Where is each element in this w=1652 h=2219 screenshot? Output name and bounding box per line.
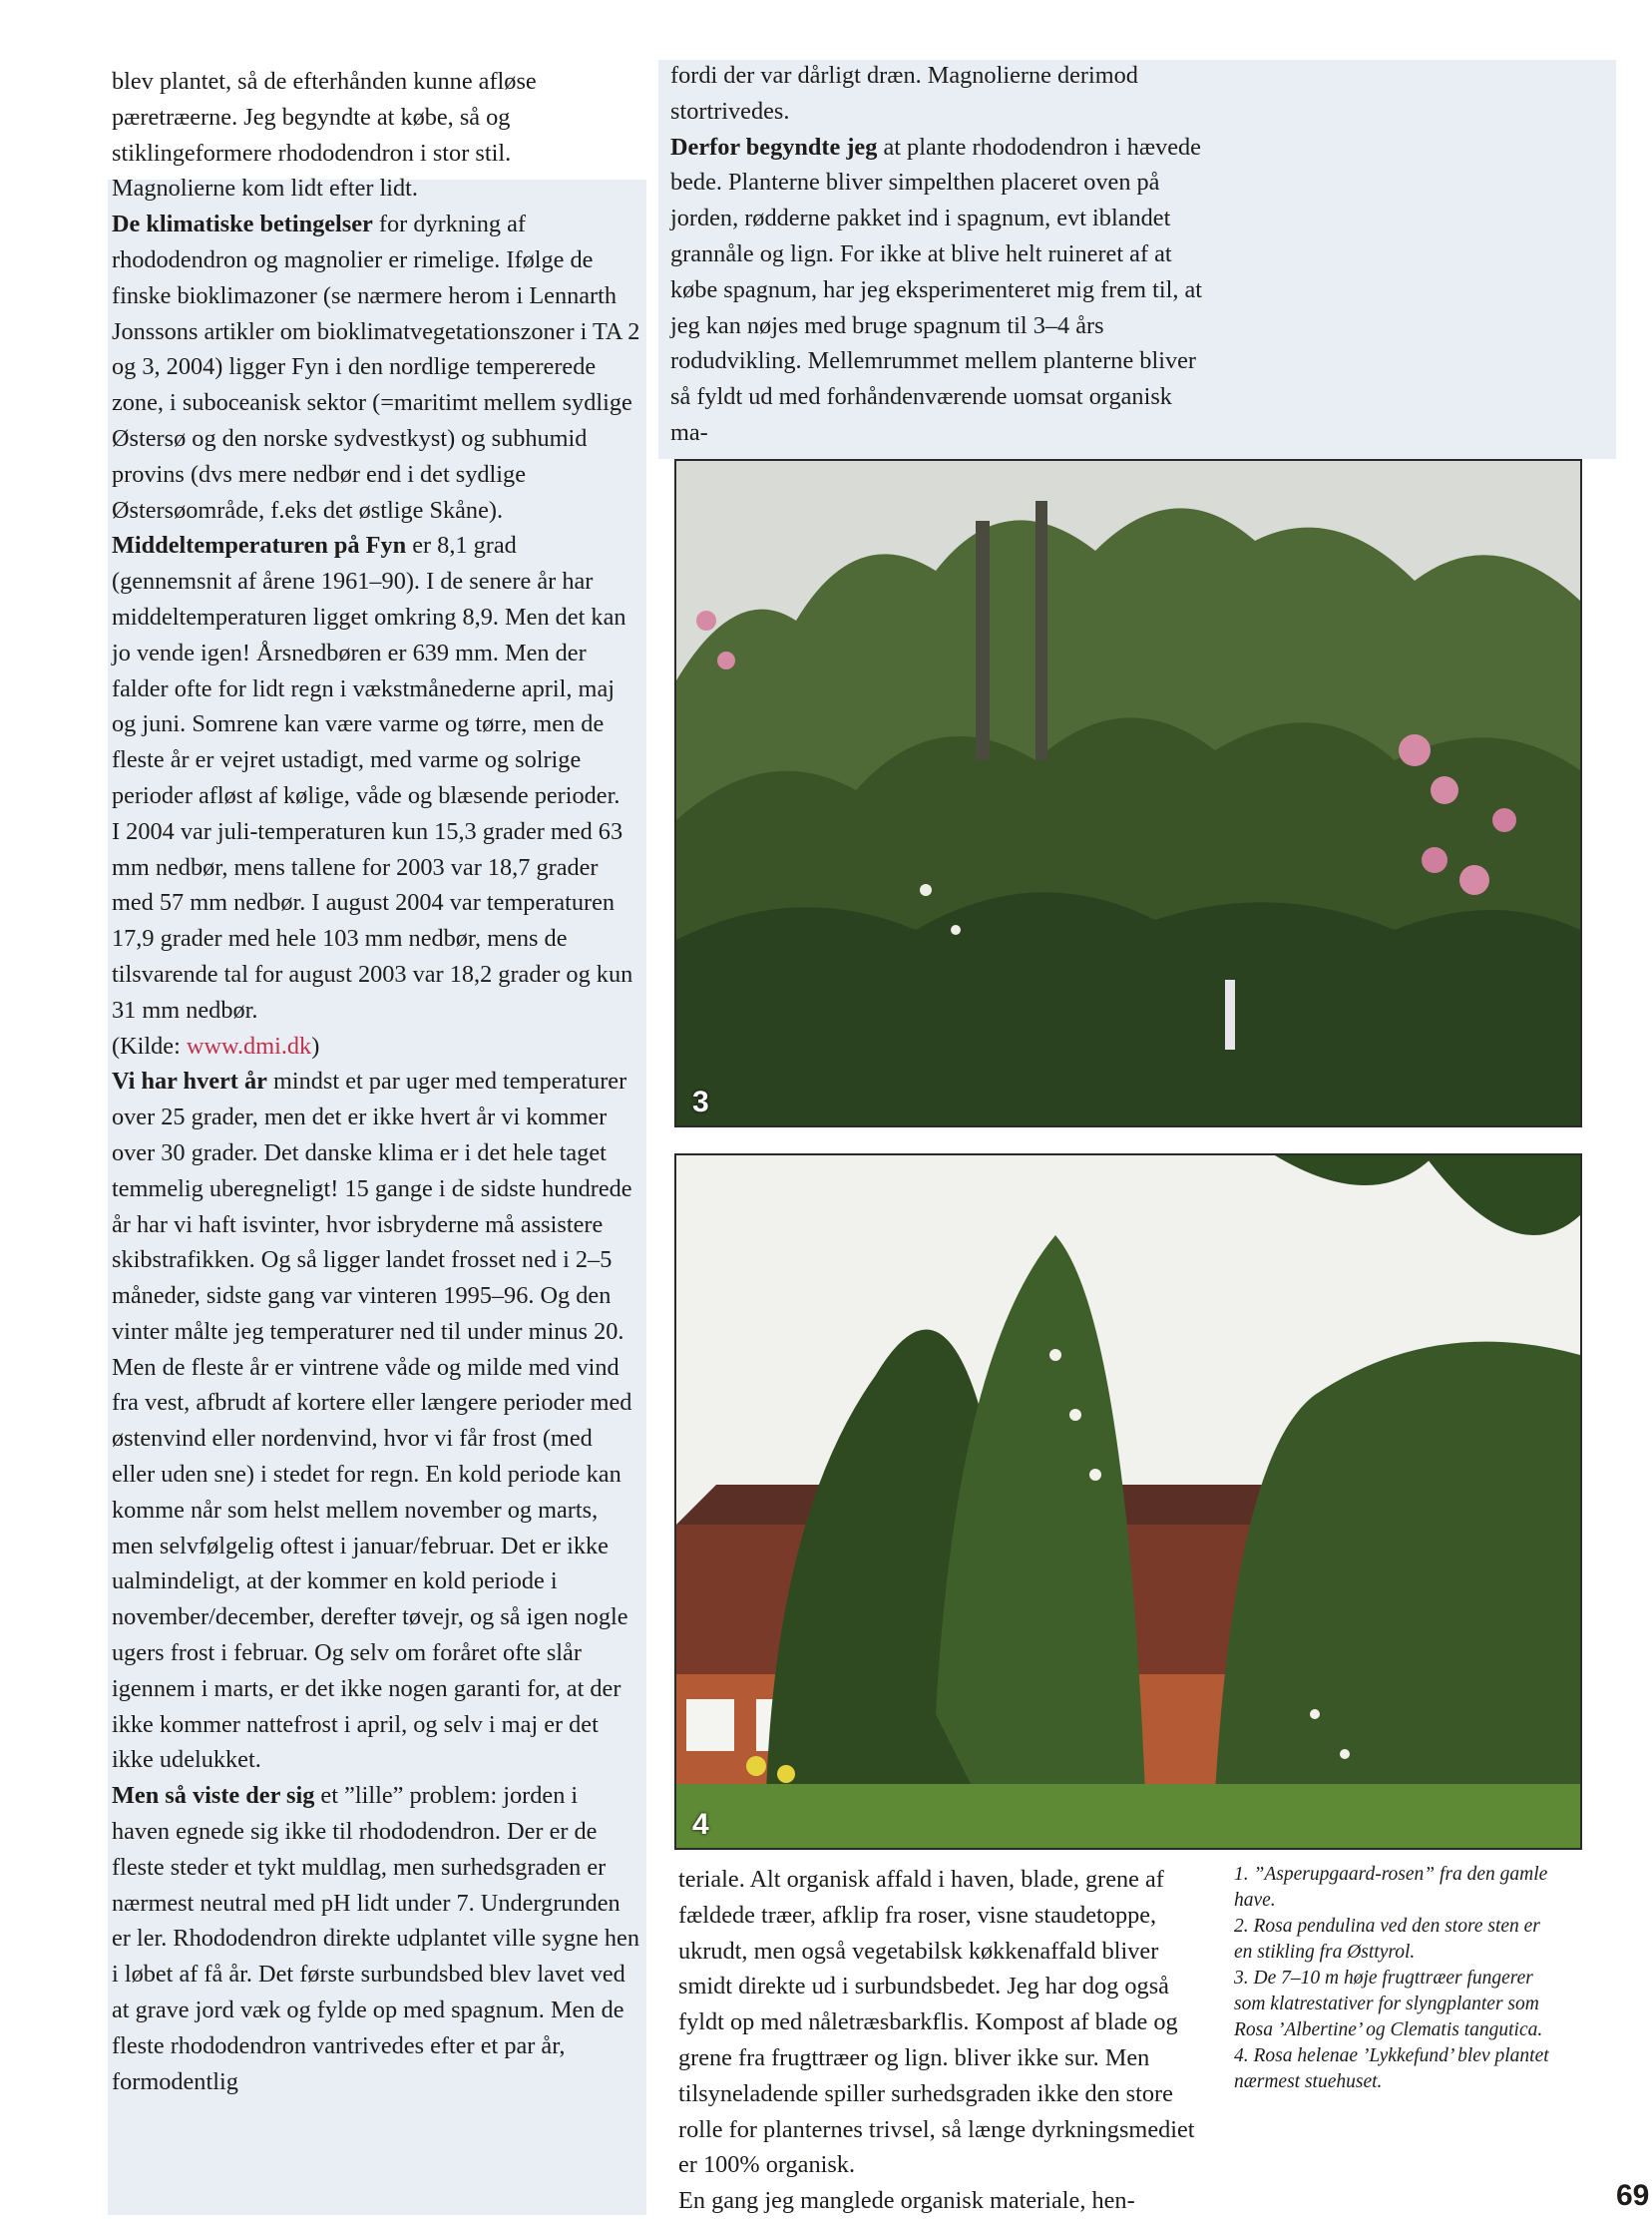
caption: 3. De 7–10 m høje frugttræer fungerer som klatrestativer for slyngplanter som Rosa ’Albertine’ og Clematis tangutica. (1234, 1968, 1543, 2040)
paragraph: teriale. Alt organisk affald i haven, blade, grene af fældede træer, afklip fra roser, visne staudetoppe, ukrudt, men også vegetabilsk køkkenaffald bliver smidt direkte ud i surbundsbedet. Jeg har dog også fyldt op med nåletræsbarkflis. Kompost af blade og grene fra frugttræer og lign. bliver ikke sur. Men tilsyneladende spiller surhedsgraden ikke den store rolle for planternes trivsel, så længe dyrkningsmediet er 100% organisk. (678, 1866, 1195, 2179)
paragraph: De klimatiske betingelser for dyrkning af rhododendron og magnolier er rimelige. Ifølge de finske bioklimazoner (se nærmere herom i Lennarth Jonssons artikler om bioklimatvegetationszoner i TA 2 og 3, 2004) ligger Fyn i den nordlige tempererede zone, i suboceanisk sektor (=maritimt mellem sydlige Østersø og den norske sydvestkyst) og subhumid provins (dvs mere nedbør end i det sydlige Østersøområde, f.eks det østlige Skåne). (112, 211, 640, 524)
source-link[interactable]: www.dmi.dk (186, 1032, 312, 1060)
article-column-right-bottom (678, 1862, 1205, 2219)
caption: 1. ”Asperupgaard-rosen” fra den gamle have. (1234, 1864, 1548, 1911)
paragraph-lead: Derfor begyndte jeg (670, 133, 878, 161)
paragraph: fordi der var dårligt dræn. Magnolierne derimod stortrivedes. (670, 62, 1138, 125)
source-line: (Kilde: www.dmi.dk) (112, 1032, 320, 1060)
paragraph: blev plantet, så de efterhånden kunne afløse pæretræerne. Jeg begyndte at købe, så og stiklingeformere rhododendron i stor stil. Magnolierne kom lidt efter lidt. (112, 68, 537, 203)
house-photo (674, 1153, 1582, 1850)
photo-number: 4 (692, 1808, 709, 1841)
paragraph-lead: Middeltemperaturen på Fyn (112, 532, 407, 560)
article-column-left (112, 64, 640, 2099)
photo-captions (1234, 1862, 1551, 2095)
garden-photo-image (676, 461, 1580, 1125)
paragraph: Derfor begyndte jeg at plante rhododendron i hævede bede. Planterne bliver simpelthen placeret oven på jorden, rødderne pakket ind i spagnum, evt iblandet grannåle og lign. For ikke at blive helt ruineret af at købe spagnum, har jeg eksperimenteret mig frem til, at jeg kan nøjes med bruge spagnum til 3–4 års rodudvikling. Mellemrummet mellem planterne bliver så fyldt ud med forhåndenværende uomsat organisk ma- (670, 133, 1203, 446)
paragraph: En gang jeg manglede organisk materiale, hen- (678, 2187, 1135, 2215)
paragraph-lead: Vi har hvert år (112, 1068, 267, 1096)
paragraph: Vi har hvert år mindst et par uger med temperaturer over 25 grader, men det er ikke hvert år vi kommer over 30 grader. Det danske klima er i det hele taget temmelig uberegneligt! 15 gange i de sidste hundrede år har vi haft isvinter, hvor isbryderne må assistere skibstrafikken. Og så ligger landet frosset ned i 2–5 måneder, sidste gang var vinteren 1995–96. Og den vinter målte jeg temperaturer ned til under minus 20. Men de fleste år er vintrene våde og milde med vind fra vest, afbrudt af kortere eller længere perioder med østenvind eller nordenvind, hvor vi får frost (med eller uden sne) i stedet for regn. En kold periode kan komme når som helst mellem november og marts, men selvfølgelig oftest i januar/februar. Det er ikke ualmindeligt, at der kommer en kold periode i november/december, derefter tøvejr, og så igen nogle ugers frost i februar. Og selv om foråret ofte slår igennem i marts, er det ikke nogen garanti for, at der ikke kommer nattefrost i april, og selv i maj er det ikke udelukket. (112, 1068, 632, 1774)
photo-number: 3 (692, 1086, 709, 1118)
paragraph: Middeltemperaturen på Fyn er 8,1 grad (gennemsnit af årene 1961–90). I de senere år har middeltemperaturen ligget omkring 8,9. Men det kan jo vende igen! Årsnedbøren er 639 mm. Men der falder ofte for lidt regn i vækstmånederne april, maj og juni. Somrene kan være varme og tørre, men de fleste år er vejret ustadigt, med varme og solrige perioder afløst af kølige, våde og blæsende perioder. (112, 532, 626, 809)
garden-photo (674, 459, 1582, 1127)
house-photo-image (676, 1155, 1580, 1848)
paragraph: Men så viste der sig et ”lille” problem: jorden i haven egnede sig ikke til rhododendron. Der er de fleste steder et tykt muldlag, men surhedsgraden er nærmest neutral med pH lidt under 7. Undergrunden er ler. Rhododendron direkte udplantet ville sygne hen i løbet af få år. Det første surbundsbed blev lavet ved at grave jord væk og fylde op med spagnum. Men de fleste rhododendron vantrivedes efter et par år, formodentlig (112, 1782, 639, 2095)
caption: 4. Rosa helenae ’Lykkefund’ blev plantet nærmest stuehuset. (1234, 2045, 1549, 2092)
page-number: 69 (1616, 2179, 1650, 2212)
paragraph-lead: Men så viste der sig (112, 1782, 315, 1810)
paragraph-lead: De klimatiske betingelser (112, 211, 373, 238)
paragraph: I 2004 var juli-temperaturen kun 15,3 grader med 63 mm nedbør, mens tallene for 2003 var 18,7 grader med 57 mm nedbør. I august 2004 var temperaturen 17,9 grader med hele 103 mm nedbør, mens de tilsvarende tal for august 2003 var 18,2 grader og kun 31 mm nedbør. (112, 817, 633, 1024)
caption: 2. Rosa pendulina ved den store sten er en stikling fra Østtyrol. (1234, 1916, 1540, 1963)
article-column-right-top (670, 58, 1209, 451)
